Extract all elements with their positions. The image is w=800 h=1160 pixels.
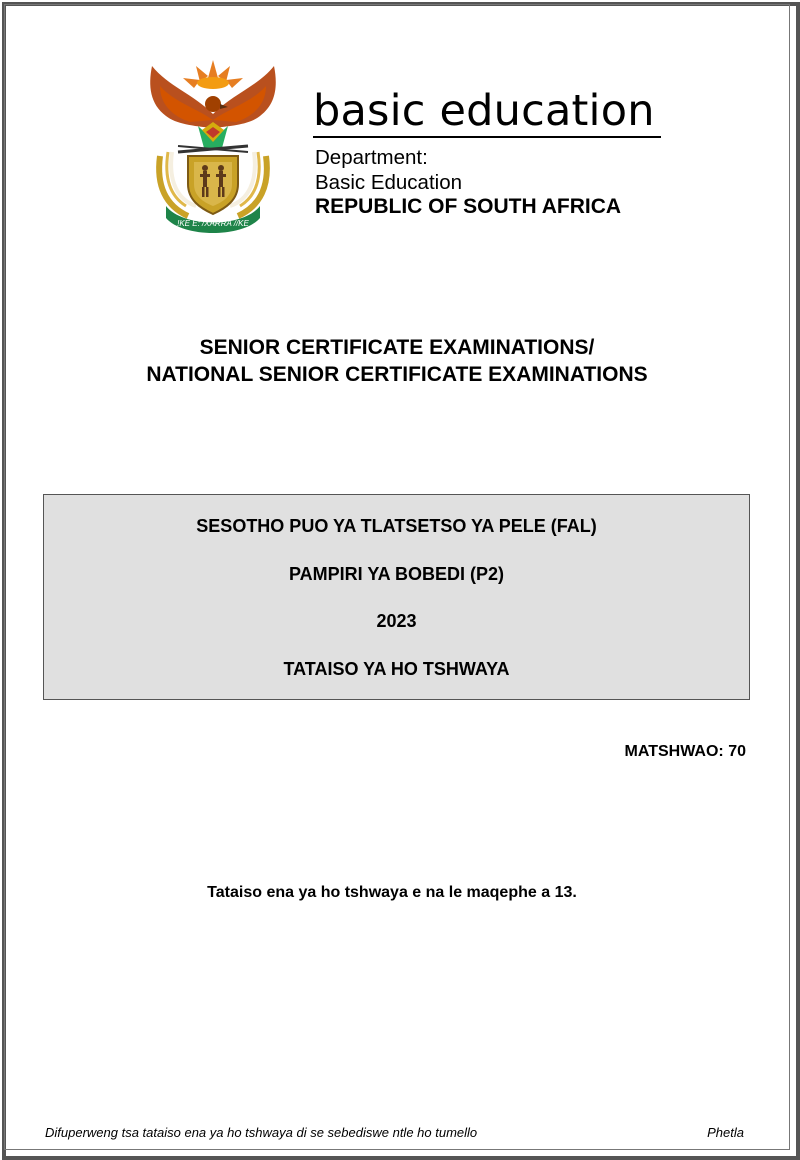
page-count-note: Tataiso ena ya ho tshwaya e na le maqephe a 13. [207, 884, 577, 901]
exam-title-line-2: NATIONAL SENIOR CERTIFICATE EXAMINATIONS [146, 363, 648, 386]
emblem-motto: !KE E: /XARRA //KE [177, 219, 249, 228]
copyright-notice: Difuperweng tsa tataiso ena ya ho tshwaya di se sebediswe ntle ho tumello [45, 1125, 478, 1140]
coat-of-arms-icon [138, 56, 288, 236]
country-name: REPUBLIC OF SOUTH AFRICA [315, 195, 622, 218]
brand-divider [313, 136, 661, 138]
paper-number: PAMPIRI YA BOBEDI (P2) [288, 564, 505, 584]
subject-title: SESOTHO PUO YA TLATSETSO YA PELE (FAL) [196, 516, 597, 536]
brand-title: basic education [313, 86, 655, 136]
exam-year: 2023 [376, 611, 417, 631]
department-label: Department: [315, 146, 428, 169]
total-marks: MATSHWAO: 70 [624, 743, 746, 760]
document-type: TATAISO YA HO TSHWAYA [283, 659, 510, 679]
exam-title-line-1: SENIOR CERTIFICATE EXAMINATIONS/ [199, 336, 595, 359]
paper-info-box [43, 494, 750, 700]
department-name: Basic Education [315, 171, 463, 194]
turn-over-label: Phetla [707, 1125, 744, 1140]
